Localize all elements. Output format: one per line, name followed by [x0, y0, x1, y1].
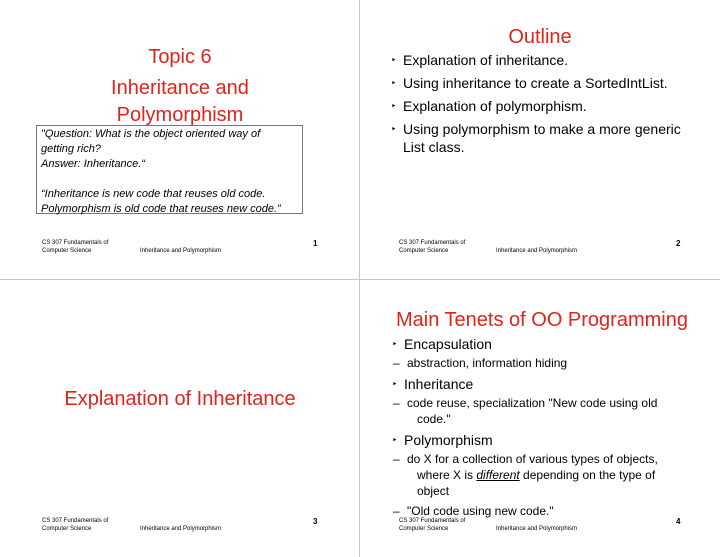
bullet-text: Polymorphism [404, 432, 493, 448]
bullet-text: Using polymorphism to make a more generic [403, 121, 681, 137]
slide-3-footer-course [42, 517, 108, 533]
bullet-item [390, 97, 710, 115]
sub-bullet-text: abstraction, information hiding [407, 356, 568, 370]
emphasis-text: different [476, 468, 520, 482]
footer-course-line: CS 307 Fundamentals of [399, 240, 466, 246]
bullet-text: Using inheritance to create a SortedIntList. [403, 75, 668, 91]
sub-bullet [391, 355, 716, 371]
bullet-item [390, 74, 710, 92]
slide-3-page-number: 3 [313, 517, 318, 526]
slide-3-title: Explanation of Inheritance [64, 388, 296, 410]
sub-bullet-text: code." [417, 412, 451, 426]
arrow-bullet-icon: ‣ [392, 339, 398, 349]
footer-course-line: Computer Science [399, 526, 449, 532]
slide-1 [0, 0, 359, 279]
quote-line: "Question: What is the object oriented way of [41, 128, 261, 140]
slide-1-title [60, 44, 300, 129]
arrow-bullet-icon: ‣ [391, 78, 397, 88]
slide-1-title-line: Polymorphism [116, 104, 244, 126]
slide-3 [0, 280, 359, 557]
footer-course-line: CS 307 Fundamentals of [42, 518, 109, 524]
text-run: depending on the type of [519, 468, 656, 482]
quote-line: getting rich? [41, 143, 101, 155]
slide-4 [360, 280, 720, 557]
bullet-text: Explanation of inheritance. [403, 52, 568, 68]
bullet-text: Explanation of polymorphism. [403, 98, 587, 114]
slide-1-page-number: 1 [313, 239, 318, 248]
sub-bullet [391, 395, 716, 427]
bullet-item [391, 431, 716, 449]
sub-bullet [391, 451, 716, 499]
bullet-item [391, 335, 716, 353]
quote-line: Polymorphism is old code that reuses new code.” [41, 203, 281, 215]
sub-bullet-text: do X for a collection of various types of objects, [407, 452, 658, 466]
arrow-bullet-icon: ‣ [391, 55, 397, 65]
arrow-bullet-icon: ‣ [391, 124, 397, 134]
slide-1-footer-course [42, 239, 108, 255]
footer-course-line: Computer Science [42, 248, 92, 254]
slide-2-footer-course [399, 239, 465, 255]
slide-2-title: Outline [508, 26, 572, 48]
slide-2 [360, 0, 720, 279]
arrow-bullet-icon: ‣ [391, 101, 397, 111]
slide-4-footer-course [399, 517, 465, 533]
slide-4-bullet-list [391, 335, 716, 523]
arrow-bullet-icon: ‣ [392, 435, 398, 445]
sub-bullet-text: code reuse, specialization "New code using old [407, 396, 658, 410]
footer-course-line: CS 307 Fundamentals of [42, 240, 109, 246]
slide-1-quote-box [36, 125, 303, 214]
dash-icon: – [393, 504, 400, 518]
quote-line [41, 172, 298, 187]
text-run: where X is [417, 468, 477, 482]
sub-bullet-text: object [417, 484, 450, 498]
bullet-text: Inheritance [404, 376, 474, 392]
bullet-item [391, 375, 716, 393]
bullet-item [390, 120, 710, 138]
dash-icon: – [393, 452, 400, 466]
slide-2-page-number: 2 [676, 239, 681, 248]
slide-4-page-number: 4 [676, 517, 681, 526]
sub-bullet-text: "Old code using new code." [407, 504, 554, 518]
dash-icon: – [393, 396, 400, 410]
slide-2-bullet-list [390, 51, 710, 156]
bullet-continuation: List class. [403, 139, 465, 155]
bullet-item [390, 51, 710, 69]
slide-1-footer-deck: Inheritance and Polymorphism [140, 248, 222, 254]
quote-line: “Inheritance is new code that reuses old code. [41, 188, 266, 200]
bullet-text: Encapsulation [404, 336, 492, 352]
sub-bullet-text [407, 467, 716, 483]
quote-line: Answer: Inheritance.“ [41, 158, 145, 170]
footer-course-line: Computer Science [399, 248, 449, 254]
slide-2-footer-deck: Inheritance and Polymorphism [496, 248, 578, 254]
slide-1-title-line: Inheritance and [111, 77, 249, 99]
footer-course-line: CS 307 Fundamentals of [399, 518, 466, 524]
slide-3-footer-deck: Inheritance and Polymorphism [140, 526, 222, 532]
arrow-bullet-icon: ‣ [392, 379, 398, 389]
slide-4-footer-deck: Inheritance and Polymorphism [496, 526, 578, 532]
dash-icon: – [393, 356, 400, 370]
slide-1-title-line: Topic 6 [148, 46, 212, 68]
slide-4-title: Main Tenets of OO Programming [396, 309, 688, 331]
footer-course-line: Computer Science [42, 526, 92, 532]
